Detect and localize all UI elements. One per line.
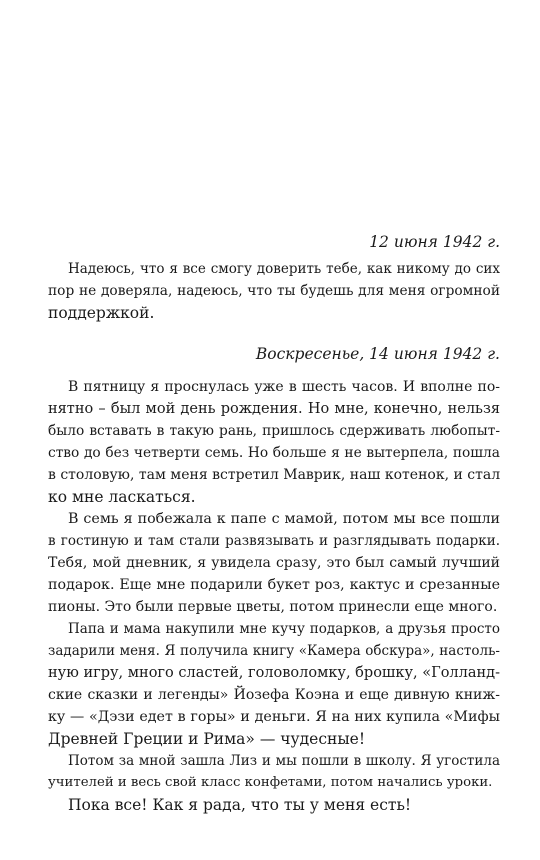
text-line: ство до без четверти семь. Но больше я не вытерпела, пошла (48, 445, 500, 461)
book-page (48, 0, 500, 860)
text-line: задарили меня. Я получила книгу «Камера обскура», настоль- (48, 643, 500, 659)
text-line: в гостиную и там стали развязывать и разглядывать подарки. (48, 533, 500, 549)
text-line: пор не доверяла, надеюсь, что ты будешь для меня огромной (48, 283, 500, 299)
text-line: учителей и весь свой класс конфетами, потом начались уроки. (48, 775, 493, 790)
text-line: ку — «Дэзи едет в горы» и деньги. Я на них купила «Мифы (48, 709, 500, 725)
text-line: ную игру, много сластей, головоломку, брошку, «Голланд- (48, 665, 500, 681)
text-line: поддержкой. (48, 304, 155, 322)
text-line: В пятницу я проснулась уже в шесть часов. И вполне по- (68, 379, 500, 395)
text-line: Папа и мама накупили мне кучу подарков, а друзья просто (68, 621, 500, 637)
entry-date: 12 июня 1942 г. (369, 233, 500, 251)
text-line: Древней Греции и Рима» — чудесные! (48, 730, 366, 748)
text-line: ские сказки и легенды» Йозефа Коэна и еще дивную книж- (48, 687, 500, 703)
text-line: Потом за мной зашла Лиз и мы пошли в школу. Я угостила (68, 753, 500, 769)
text-line: пионы. Это были первые цветы, потом принесли еще много. (48, 599, 498, 615)
entry-date: Воскресенье, 14 июня 1942 г. (255, 345, 500, 363)
text-line: Тебя, мой дневник, я увидела сразу, это был самый лучший (48, 555, 500, 571)
text-line: в столовую, там меня встретил Маврик, наш котенок, и стал (48, 467, 501, 483)
text-line: нятно – был мой день рождения. Но мне, конечно, нельзя (48, 401, 500, 417)
text-line: В семь я побежала к папе с мамой, потом мы все пошли (68, 511, 500, 527)
text-line: подарок. Еще мне подарили букет роз, кактус и срезанные (48, 577, 500, 593)
text-line: Пока все! Как я рада, что ты у меня есть! (68, 796, 412, 814)
text-line: ко мне ласкаться. (48, 488, 196, 506)
text-line: было вставать в такую рань, пришлось сдерживать любопыт- (48, 423, 500, 439)
text-line: Надеюсь, что я все смогу доверить тебе, как никому до сих (68, 261, 500, 277)
